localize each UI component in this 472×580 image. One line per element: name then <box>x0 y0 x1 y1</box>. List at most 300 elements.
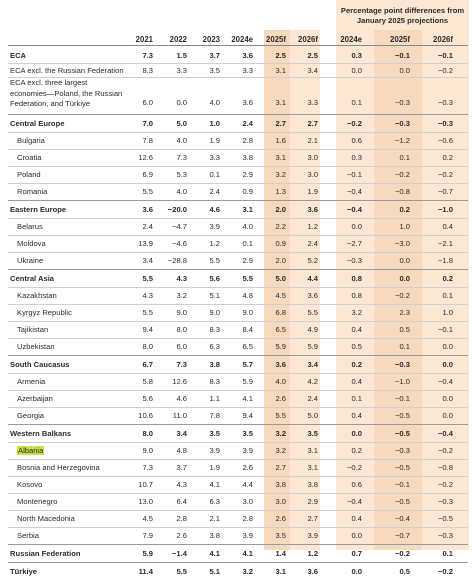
diff-cell: −0.2 <box>438 566 453 576</box>
value-cell: 3.1 <box>275 65 286 75</box>
value-cell: 9.0 <box>209 308 220 317</box>
value-cell: 3.3 <box>242 65 253 75</box>
value-cell: 1.0 <box>209 118 220 128</box>
value-cell: 4.8 <box>242 291 253 300</box>
diff-cell: 0.0 <box>351 531 362 540</box>
row-label <box>10 428 71 439</box>
diff-cell: 0.1 <box>351 394 362 403</box>
table-row <box>0 390 472 407</box>
value-cell: 3.3 <box>307 98 318 107</box>
value-cell: 5.3 <box>176 170 187 179</box>
diff-cell: −0.6 <box>438 136 453 145</box>
diff-cell: 0.4 <box>351 325 362 334</box>
row-label <box>17 255 43 266</box>
diff-cell: −0.8 <box>438 463 453 472</box>
row-label <box>17 135 45 146</box>
value-cell: 6.3 <box>209 342 220 351</box>
row-label-text: Belarus <box>17 222 43 231</box>
value-cell: 4.0 <box>176 187 187 196</box>
value-cell: 3.0 <box>307 153 318 162</box>
row-label-text: North Macedonia <box>17 514 75 523</box>
diff-cell: −0.5 <box>395 497 410 506</box>
table-row <box>0 235 472 252</box>
value-cell: 4.1 <box>209 548 220 558</box>
value-cell: 0.1 <box>209 170 220 179</box>
row-label-text: Azerbaijan <box>17 394 53 403</box>
row-label <box>10 78 125 110</box>
row-label-text: ECA <box>10 50 27 60</box>
diff-cell: −0.2 <box>347 118 362 128</box>
diff-cell: 0.0 <box>442 411 453 420</box>
diff-cell: −0.8 <box>395 187 410 196</box>
value-cell: 4.1 <box>209 480 220 489</box>
row-label-text: Moldova <box>17 239 46 248</box>
diff-cell: 0.1 <box>442 291 453 300</box>
value-cell: 4.0 <box>242 222 253 231</box>
value-cell: 2.4 <box>142 222 153 231</box>
value-cell: 1.4 <box>275 548 286 558</box>
row-label <box>17 307 72 318</box>
diff-cell: 2.3 <box>399 308 410 317</box>
diff-cell: −0.2 <box>347 463 362 472</box>
value-cell: 3.8 <box>307 480 318 489</box>
diff-cell: −0.5 <box>395 411 410 420</box>
value-cell: 3.1 <box>307 463 318 472</box>
row-label-text: Uzbekistan <box>17 342 55 351</box>
value-cell: 3.9 <box>242 446 253 455</box>
value-cell: −4.6 <box>172 239 187 248</box>
row-label-text: Ukraine <box>17 256 44 265</box>
row-label <box>10 273 54 284</box>
value-cell: 8.0 <box>142 428 153 438</box>
value-cell: 2.8 <box>242 136 253 145</box>
row-label <box>10 118 64 129</box>
table-row <box>0 269 472 287</box>
table-row <box>0 510 472 527</box>
row-label <box>17 169 41 180</box>
value-cell: 3.1 <box>275 566 286 576</box>
diff-cell: −0.3 <box>395 446 410 455</box>
value-cell: 11.0 <box>172 411 187 420</box>
value-cell: 5.5 <box>142 273 153 283</box>
diff-cell: −0.3 <box>395 118 410 128</box>
value-cell: 12.6 <box>172 377 187 386</box>
diff-cell: 0.7 <box>351 548 362 558</box>
value-cell: 2.6 <box>275 394 286 403</box>
value-cell: 4.3 <box>176 273 187 283</box>
diff-cell: −2.1 <box>438 239 453 248</box>
row-label <box>10 50 26 61</box>
value-cell: 5.0 <box>307 411 318 420</box>
value-cell: 7.3 <box>142 463 153 472</box>
diff-cell: −0.3 <box>438 98 453 107</box>
value-cell: 3.4 <box>142 256 153 265</box>
value-cell: 5.5 <box>142 308 153 317</box>
diff-cell: −0.4 <box>438 377 453 386</box>
value-cell: 3.0 <box>307 170 318 179</box>
table-row <box>0 373 472 390</box>
value-cell: 3.8 <box>209 531 220 540</box>
value-cell: 3.0 <box>275 497 286 506</box>
value-cell: 7.9 <box>142 531 153 540</box>
row-label-text: Bosnia and Herzegovina <box>17 463 100 472</box>
value-cell: 4.9 <box>307 325 318 334</box>
diff-cell: −0.5 <box>438 514 453 523</box>
value-cell: 12.6 <box>138 153 153 162</box>
value-cell: 4.3 <box>142 291 153 300</box>
value-cell: 9.0 <box>176 308 187 317</box>
diff-cell: 0.2 <box>351 359 362 369</box>
table-row <box>0 166 472 183</box>
value-cell: 3.4 <box>176 428 187 438</box>
value-cell: 3.8 <box>242 153 253 162</box>
value-cell: 5.7 <box>242 359 253 369</box>
diff-cell: 0.0 <box>442 342 453 351</box>
value-cell: 2.5 <box>307 50 318 60</box>
diff-cell: 0.1 <box>399 153 410 162</box>
value-cell: 2.2 <box>275 222 286 231</box>
value-cell: 2.1 <box>209 514 220 523</box>
value-cell: 1.1 <box>209 394 220 403</box>
diff-cell: −0.3 <box>438 531 453 540</box>
value-cell: 0.0 <box>176 98 187 107</box>
value-cell: 10.7 <box>138 480 153 489</box>
value-cell: 8.3 <box>142 65 153 75</box>
diff-cell: −0.2 <box>438 170 453 179</box>
value-cell: 3.1 <box>275 98 286 107</box>
value-cell: 3.2 <box>176 291 187 300</box>
row-label <box>10 359 70 370</box>
value-cell: 1.9 <box>209 463 220 472</box>
value-cell: 2.7 <box>307 118 318 128</box>
diff-cell: 0.0 <box>399 273 410 283</box>
diff-cell: 0.1 <box>399 342 410 351</box>
value-cell: 4.0 <box>176 136 187 145</box>
value-cell: 3.5 <box>209 65 220 75</box>
diff-cell: 0.4 <box>442 222 453 231</box>
row-label <box>17 513 75 524</box>
table-row <box>0 114 472 132</box>
value-cell: 4.8 <box>176 446 187 455</box>
value-cell: 4.5 <box>275 291 286 300</box>
value-cell: 5.9 <box>307 342 318 351</box>
row-label <box>17 496 58 507</box>
row-label-text: South Caucasus <box>10 359 70 369</box>
value-cell: 3.9 <box>209 446 220 455</box>
diff-cell: 0.3 <box>351 153 362 162</box>
diff-cell: 0.5 <box>399 325 410 334</box>
value-cell: −28.8 <box>167 256 187 265</box>
value-cell: 3.9 <box>242 531 253 540</box>
diff-cell: −0.1 <box>347 170 362 179</box>
diff-cell: 0.0 <box>442 394 453 403</box>
value-cell: 4.1 <box>242 394 253 403</box>
row-label-text: Romania <box>17 187 48 196</box>
diff-cell: 0.2 <box>442 273 453 283</box>
diff-cell: −1.2 <box>395 136 410 145</box>
table-row <box>0 562 472 580</box>
table-row <box>0 424 472 442</box>
value-cell: 4.4 <box>242 480 253 489</box>
value-cell: 5.1 <box>209 291 220 300</box>
row-label <box>17 324 48 335</box>
value-cell: 2.6 <box>242 463 253 472</box>
row-label <box>17 410 44 421</box>
value-cell: 2.7 <box>275 463 286 472</box>
value-cell: 3.6 <box>142 204 153 214</box>
diff-cell: −0.4 <box>347 187 362 196</box>
value-cell: 1.9 <box>307 187 318 196</box>
value-cell: 4.5 <box>142 514 153 523</box>
row-label-text: Russian Federation <box>10 548 81 558</box>
value-cell: 3.6 <box>307 204 318 214</box>
table-row <box>0 493 472 510</box>
value-cell: 2.4 <box>307 394 318 403</box>
value-cell: 4.6 <box>209 204 220 214</box>
value-cell: 5.6 <box>142 394 153 403</box>
value-cell: 8.0 <box>142 342 153 351</box>
table-row <box>0 252 472 269</box>
row-label-text: Croatia <box>17 153 42 162</box>
value-cell: 1.3 <box>275 187 286 196</box>
table-row <box>0 544 472 562</box>
value-cell: 3.2 <box>242 566 253 576</box>
diff-cell: 0.2 <box>351 446 362 455</box>
diff-cell: −0.4 <box>347 204 362 214</box>
value-cell: 3.6 <box>242 98 253 107</box>
value-cell: 2.4 <box>209 187 220 196</box>
diff-cell: 0.5 <box>351 342 362 351</box>
value-cell: 5.9 <box>275 342 286 351</box>
value-cell: 7.8 <box>209 411 220 420</box>
row-label <box>17 445 44 456</box>
diff-cell: 0.0 <box>351 428 362 438</box>
diff-cell: −0.3 <box>438 497 453 506</box>
value-cell: 7.0 <box>142 118 153 128</box>
value-cell: 8.3 <box>209 325 220 334</box>
diff-cell: −0.2 <box>395 291 410 300</box>
value-cell: 3.4 <box>307 65 318 75</box>
row-label <box>17 376 45 387</box>
row-label <box>17 341 55 352</box>
value-cell: 2.6 <box>176 531 187 540</box>
value-cell: 5.5 <box>275 411 286 420</box>
row-label-text: Tajikistan <box>17 325 49 334</box>
table-row <box>0 476 472 493</box>
value-cell: 3.9 <box>307 531 318 540</box>
value-cell: 2.8 <box>242 514 253 523</box>
diff-cell: 1.0 <box>442 308 453 317</box>
table-row <box>0 63 472 77</box>
diff-cell: 0.8 <box>351 273 362 283</box>
diff-cell: −0.5 <box>395 428 410 438</box>
row-label <box>10 548 80 559</box>
value-cell: 2.7 <box>275 118 286 128</box>
value-cell: 7.3 <box>142 50 153 60</box>
value-cell: 6.4 <box>176 497 187 506</box>
value-cell: 13.0 <box>138 497 153 506</box>
row-label-text: ECA excl. the Russian Federation <box>10 65 124 75</box>
value-cell: 2.9 <box>307 497 318 506</box>
value-cell: 0.1 <box>242 239 253 248</box>
col-header-2: 2023 <box>202 35 220 44</box>
value-cell: 5.5 <box>176 566 187 576</box>
value-cell: 3.6 <box>275 359 286 369</box>
value-cell: −4.7 <box>172 222 187 231</box>
diff-cell: −0.5 <box>395 463 410 472</box>
row-label <box>10 204 66 215</box>
value-cell: 2.9 <box>242 170 253 179</box>
table-row <box>0 527 472 544</box>
value-cell: 3.5 <box>307 428 318 438</box>
value-cell: 1.2 <box>307 548 318 558</box>
value-cell: 4.4 <box>307 273 318 283</box>
diff-cell: −0.1 <box>395 480 410 489</box>
value-cell: 1.9 <box>209 136 220 145</box>
diff-cell: −0.4 <box>395 514 410 523</box>
value-cell: 1.2 <box>307 222 318 231</box>
value-cell: 2.6 <box>275 514 286 523</box>
value-cell: 3.2 <box>275 428 286 438</box>
diff-cell: −0.3 <box>395 98 410 107</box>
diff-cell: 0.0 <box>442 359 453 369</box>
value-cell: 2.4 <box>307 239 318 248</box>
value-cell: 7.8 <box>142 136 153 145</box>
value-cell: 3.1 <box>275 153 286 162</box>
row-label <box>17 530 39 541</box>
diff-cell: −1.0 <box>395 377 410 386</box>
value-cell: 5.6 <box>209 273 220 283</box>
diff-cell: 0.4 <box>351 514 362 523</box>
highlighted-label: Albania <box>18 446 44 455</box>
row-label-text: Bulgaria <box>17 136 45 145</box>
diff-cell: −2.7 <box>347 239 362 248</box>
diff-cell: −0.4 <box>347 497 362 506</box>
diff-cell: 0.6 <box>351 480 362 489</box>
value-cell: 3.5 <box>242 428 253 438</box>
row-label <box>17 290 57 301</box>
row-label-text: Poland <box>17 170 41 179</box>
value-cell: 8.3 <box>209 377 220 386</box>
value-cell: 5.0 <box>275 273 286 283</box>
diff-cell: −0.3 <box>438 118 453 128</box>
table-row <box>0 355 472 373</box>
value-cell: 6.8 <box>275 308 286 317</box>
diff-cell: −0.7 <box>395 531 410 540</box>
diff-cell: 0.2 <box>442 153 453 162</box>
diff-cell: −0.3 <box>395 359 410 369</box>
row-label-text: Türkiye <box>10 566 38 576</box>
value-cell: 13.9 <box>138 239 153 248</box>
value-cell: 6.0 <box>176 342 187 351</box>
value-cell: 6.5 <box>275 325 286 334</box>
value-cell: 3.4 <box>307 359 318 369</box>
value-cell: 2.0 <box>275 204 286 214</box>
diff-cell: −0.2 <box>438 480 453 489</box>
value-cell: 3.7 <box>176 463 187 472</box>
value-cell: 2.5 <box>275 50 286 60</box>
value-cell: 2.1 <box>307 136 318 145</box>
value-cell: 5.9 <box>242 377 253 386</box>
table-row <box>0 132 472 149</box>
table-row <box>0 149 472 166</box>
col-header-3: 2024e <box>231 35 253 44</box>
value-cell: −1.4 <box>172 548 187 558</box>
diff-cell: −0.2 <box>395 170 410 179</box>
header-rule <box>8 45 468 46</box>
diff-col-header-1: 2025f <box>390 35 410 44</box>
value-cell: 6.7 <box>142 359 153 369</box>
diff-cell: −0.3 <box>347 256 362 265</box>
value-cell: 3.3 <box>176 65 187 75</box>
diff-cell: −1.0 <box>438 204 453 214</box>
row-label <box>10 65 124 76</box>
table-row <box>0 200 472 218</box>
diff-cell: 0.0 <box>351 566 362 576</box>
table-row <box>0 407 472 424</box>
row-label <box>17 152 41 163</box>
value-cell: 1.6 <box>275 136 286 145</box>
row-label-text: ECA excl. three largest economies—Poland, the Russian Federation, and Türkiye <box>10 78 123 108</box>
row-label <box>17 186 47 197</box>
value-cell: 10.6 <box>138 411 153 420</box>
row-label-text: Central Europe <box>10 118 65 128</box>
value-cell: 4.3 <box>176 480 187 489</box>
value-cell: 4.0 <box>275 377 286 386</box>
diff-cell: 0.6 <box>351 136 362 145</box>
col-header-0: 2021 <box>135 35 153 44</box>
value-cell: 3.5 <box>209 428 220 438</box>
diff-cell: −0.1 <box>395 50 410 60</box>
value-cell: 8.4 <box>242 325 253 334</box>
value-cell: 4.0 <box>209 98 220 107</box>
table-row <box>0 287 472 304</box>
value-cell: 4.2 <box>307 377 318 386</box>
row-label-text: Serbia <box>17 531 39 540</box>
value-cell: 2.9 <box>242 256 253 265</box>
value-cell: 6.5 <box>242 342 253 351</box>
table-row <box>0 77 472 114</box>
table-row <box>0 321 472 338</box>
row-label-text: Central Asia <box>10 273 55 283</box>
value-cell: 3.9 <box>209 222 220 231</box>
diff-cell: −0.4 <box>438 428 453 438</box>
diff-cell: −0.2 <box>438 446 453 455</box>
value-cell: 5.1 <box>209 566 220 576</box>
value-cell: 4.1 <box>242 548 253 558</box>
value-cell: 5.5 <box>307 308 318 317</box>
value-cell: 0.9 <box>275 239 286 248</box>
row-label <box>10 566 37 577</box>
row-label-text: Eastern Europe <box>10 204 67 214</box>
value-cell: 5.2 <box>307 256 318 265</box>
value-cell: 9.0 <box>242 308 253 317</box>
diff-cell: −0.1 <box>438 50 453 60</box>
row-label <box>17 479 42 490</box>
value-cell: 7.3 <box>176 359 187 369</box>
value-cell: 5.0 <box>176 118 187 128</box>
value-cell: 6.9 <box>142 170 153 179</box>
row-label <box>17 238 46 249</box>
value-cell: 2.8 <box>176 514 187 523</box>
value-cell: 6.3 <box>209 497 220 506</box>
value-cell: 6.0 <box>142 98 153 107</box>
row-label <box>17 462 100 473</box>
value-cell: 3.2 <box>275 446 286 455</box>
row-label-text: Montenegro <box>17 497 58 506</box>
value-cell: 8.0 <box>176 325 187 334</box>
diff-cell: 0.4 <box>351 411 362 420</box>
